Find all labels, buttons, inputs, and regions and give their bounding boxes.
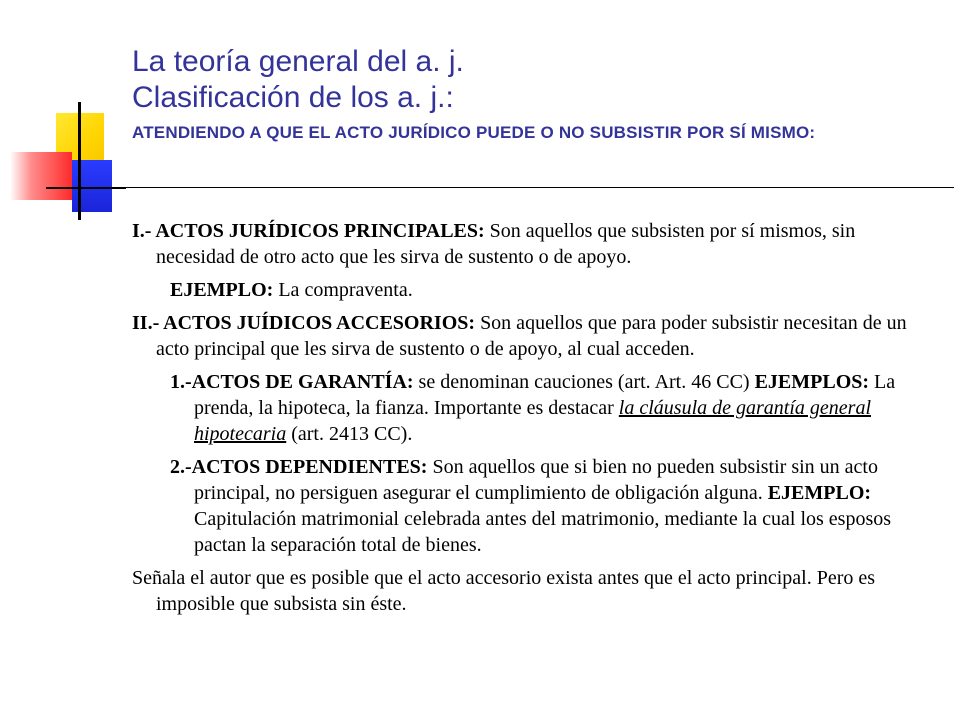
dependent-acts-text: Son aquellos que si bien no pueden subsistir sin un acto principal, no persiguen asegurar el cumplimiento de obligación alguna. (194, 456, 878, 504)
paragraph-guarantee-acts (132, 369, 932, 447)
example-1-text: La compraventa. (273, 279, 413, 301)
slide-body (132, 218, 932, 624)
principal-acts-text: Son aquellos que subsisten por sí mismos, sin necesidad de otro acto que les sirva de sustento o de apoyo. (156, 220, 856, 268)
slide-title (132, 44, 932, 146)
dependent-example-text: Capitulación matrimonial celebrada antes del matrimonio, mediante la cual los esposos pactan la separación total de bienes. (194, 508, 892, 556)
example-1-label: EJEMPLO: (170, 279, 274, 301)
guarantee-examples-label: EJEMPLOS: (754, 371, 870, 393)
paragraph-principal-acts (132, 218, 932, 270)
guarantee-acts-label: 1.-ACTOS DE GARANTÍA: (170, 371, 414, 393)
guarantee-acts-text: se denominan cauciones (art. Art. 46 CC) (413, 371, 755, 393)
principal-acts-label: I.- ACTOS JURÍDICOS PRINCIPALES: (132, 220, 485, 242)
title-line-2: Clasificación de los a. j.: (132, 81, 454, 114)
guarantee-article-text: (art. 2413 CC). (286, 423, 413, 445)
dependent-example-label: EJEMPLO: (767, 482, 872, 504)
red-square-decoration (10, 152, 72, 200)
author-note-text: Señala el autor que es posible que el acto accesorio exista antes que el acto principal. Pero es imposible que subsista sin éste. (132, 567, 876, 615)
paragraph-dependent-acts (132, 454, 932, 558)
vertical-line-decoration (78, 102, 81, 220)
guarantee-examples-text: La prenda, la hipoteca, la fianza. Importante es destacar (194, 371, 896, 419)
paragraph-accessory-acts (132, 310, 932, 362)
title-divider-line (46, 187, 954, 188)
paragraph-author-note (132, 565, 932, 617)
title-line-1: La teoría general del a. j. (132, 45, 464, 78)
accessory-acts-text: Son aquellos que para poder subsistir necesitan de un acto principal que les sirva de sustento o de apoyo, al cual acceden. (156, 312, 907, 360)
paragraph-example-1 (132, 277, 932, 303)
mortgage-clause-link[interactable]: la cláusula de garantía general hipotecaria (194, 397, 871, 445)
title-subtitle: ATENDIENDO A QUE EL ACTO JURÍDICO PUEDE O NO SUBSISTIR POR SÍ MISMO: (132, 123, 816, 142)
accessory-acts-label: II.- ACTOS JUÍDICOS ACCESORIOS: (132, 312, 476, 334)
decorative-squares-graphic (0, 0, 130, 230)
dependent-acts-label: 2.-ACTOS DEPENDIENTES: (170, 456, 428, 478)
